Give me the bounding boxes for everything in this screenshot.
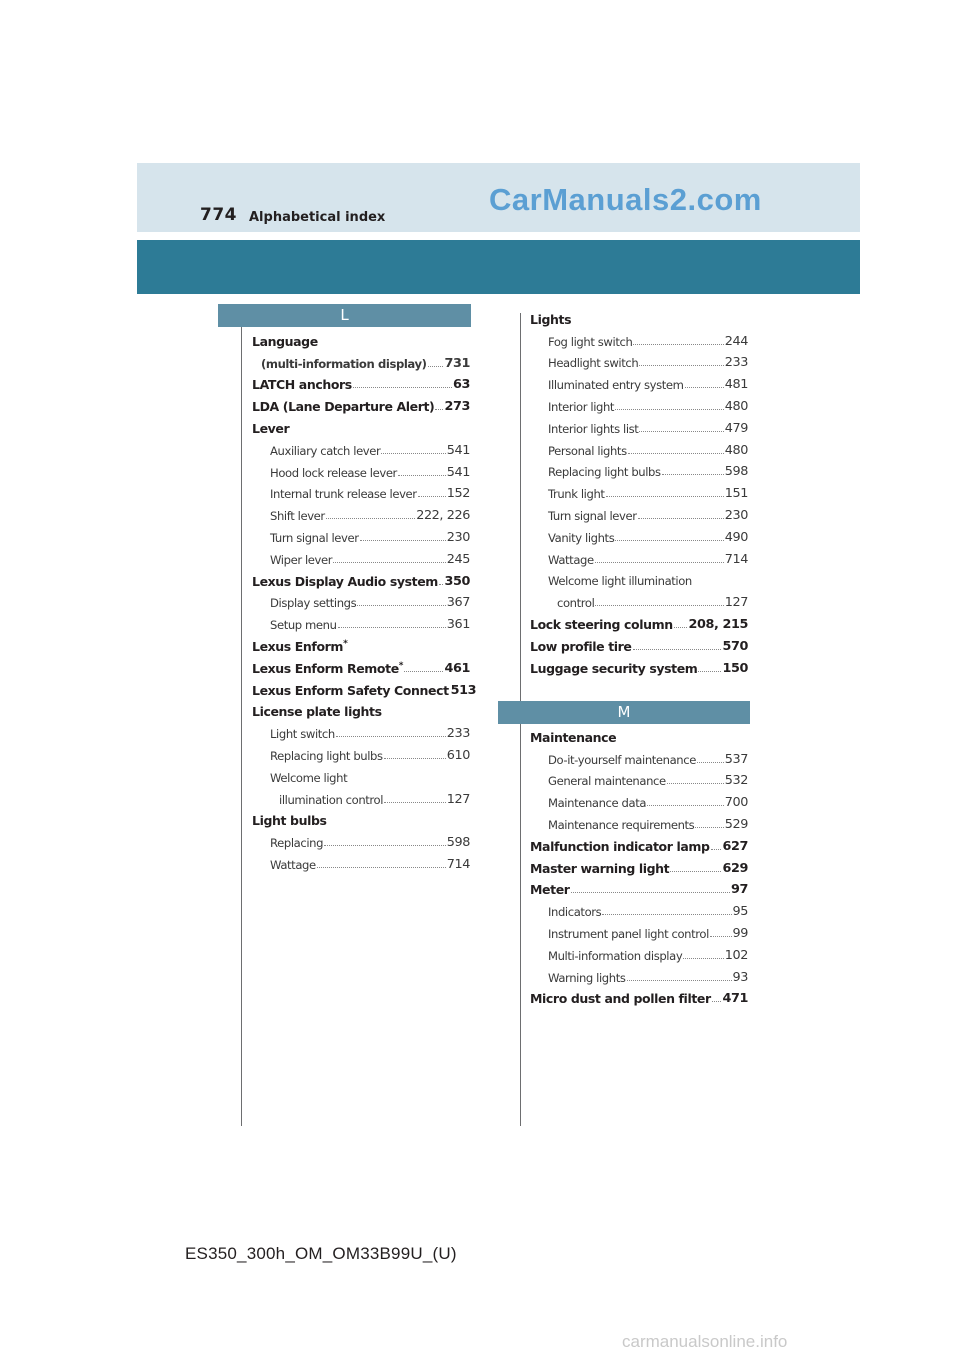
leader-dots (336, 735, 446, 737)
index-entry (252, 371, 470, 393)
leader-dots (381, 452, 445, 454)
leader-dots (360, 539, 446, 541)
entry-label: (multi-information display) (261, 356, 427, 371)
entry-page: 629 (722, 860, 748, 876)
entry-label: Master warning light (530, 860, 670, 876)
leader-dots (674, 626, 688, 628)
footer-watermark: carmanualsonline.info (622, 1332, 788, 1351)
entry-page: 245 (446, 551, 470, 567)
entry-page: 102 (724, 947, 748, 963)
section-title: Alphabetical index (249, 210, 386, 225)
index-entry (530, 854, 748, 876)
index-entry (252, 654, 470, 676)
entry-label: Light switch (270, 727, 335, 742)
entry-page: 714 (446, 856, 470, 872)
entry-page: 361 (446, 617, 470, 633)
index-entry (252, 763, 470, 785)
leader-dots (662, 473, 724, 475)
leader-dots (639, 364, 723, 366)
index-entry (530, 545, 748, 567)
entry-page: 529 (724, 816, 748, 832)
leader-dots (698, 670, 721, 672)
entry-page: 244 (724, 333, 748, 349)
entry-label: Wiper lever (270, 552, 333, 567)
entry-label: Multi-information display (548, 948, 683, 963)
entry-label: Replacing light bulbs (270, 748, 383, 763)
leader-dots (317, 866, 446, 868)
entry-label: Fog light switch (548, 334, 633, 349)
page-number: 774 (200, 205, 237, 225)
index-entry (530, 370, 748, 392)
index-entry (252, 436, 470, 458)
entry-label: Lock steering column (530, 616, 673, 632)
entry-page: 471 (722, 991, 748, 1007)
index-entry (530, 654, 748, 676)
leader-dots (647, 804, 724, 806)
column-divider-left (241, 304, 242, 1126)
leader-dots (353, 386, 452, 388)
index-entry (530, 897, 748, 919)
index-entry (530, 588, 748, 610)
index-entry (252, 785, 470, 807)
leader-dots (595, 561, 724, 563)
index-entry (530, 985, 748, 1007)
entry-label: LDA (Lane Departure Alert) (252, 399, 435, 415)
index-entry (252, 698, 470, 720)
index-letter-l: L (218, 304, 471, 327)
entry-page: 480 (724, 442, 748, 458)
leader-dots (710, 935, 732, 937)
entry-page: 490 (724, 529, 748, 545)
index-entry (252, 719, 470, 741)
entry-page: 537 (724, 751, 748, 767)
leader-dots (338, 626, 446, 628)
leader-dots (435, 408, 443, 410)
index-entry (530, 745, 748, 767)
entry-page: 513 (450, 682, 477, 698)
leader-dots (685, 386, 724, 388)
index-entry (252, 610, 470, 632)
entry-label: Turn signal lever (270, 530, 359, 545)
entry-page: 350 (444, 573, 470, 589)
watermark-logo: CarManuals2.com (489, 182, 762, 217)
entry-label: Low profile tire (530, 638, 632, 654)
leader-dots (324, 844, 446, 846)
entry-page: 481 (724, 377, 748, 393)
index-entry (252, 480, 470, 502)
entry-page: 150 (722, 660, 748, 676)
leader-dots (606, 495, 724, 497)
header-band-dark (137, 240, 860, 294)
index-entry (530, 610, 748, 632)
leader-dots (615, 539, 723, 541)
leader-dots (384, 757, 446, 759)
entry-label: Welcome light illumination (548, 574, 692, 589)
entry-page: 541 (446, 442, 470, 458)
entry-page: 598 (446, 835, 470, 851)
entry-label: Lexus Enform Remote* (252, 660, 404, 676)
entry-label: Trunk light (548, 487, 605, 502)
entry-page: 598 (724, 464, 748, 480)
index-entry (252, 458, 470, 480)
index-entry (252, 392, 470, 414)
index-entry (252, 741, 470, 763)
leader-dots (638, 517, 724, 519)
entry-page: 541 (446, 464, 470, 480)
index-entry (530, 392, 748, 414)
index-entry (530, 327, 748, 349)
index-entry (252, 589, 470, 611)
index-entry (530, 305, 748, 327)
index-entry (252, 850, 470, 872)
index-column-right-m (530, 723, 748, 1006)
entry-page: 230 (446, 529, 470, 545)
entry-label: Vanity lights (548, 530, 615, 545)
leader-dots (326, 517, 415, 519)
entry-label: Luggage security system (530, 660, 698, 676)
entry-page: 127 (724, 595, 748, 611)
leader-dots (695, 826, 723, 828)
index-column-left (252, 327, 477, 872)
leader-dots (384, 801, 446, 803)
entry-label: Wattage (270, 857, 316, 872)
leader-dots (633, 343, 723, 345)
entry-label: Interior light (548, 399, 615, 414)
entry-page: 230 (724, 507, 748, 523)
entry-page: 532 (724, 773, 748, 789)
entry-label: Instrument panel light control (548, 926, 709, 941)
entry-label: Welcome light (270, 770, 348, 785)
entry-page: 700 (724, 795, 748, 811)
entry-label: Auxiliary catch lever (270, 443, 381, 458)
entry-label: General maintenance (548, 774, 666, 789)
index-entry (252, 545, 470, 567)
entry-label: Turn signal lever (548, 508, 637, 523)
entry-label: Headlight switch (548, 356, 639, 371)
index-entry (252, 501, 470, 523)
entry-label: Meter (530, 882, 570, 898)
leader-dots (333, 561, 446, 563)
leader-dots (595, 604, 723, 606)
leader-dots (667, 782, 724, 784)
leader-dots (670, 870, 721, 872)
index-entry (252, 327, 470, 349)
leader-dots (571, 891, 730, 893)
entry-page: 233 (446, 726, 470, 742)
entry-page: 99 (732, 925, 748, 941)
leader-dots (639, 430, 723, 432)
entry-label: Maintenance (530, 729, 617, 745)
index-entry (530, 501, 748, 523)
entry-label: Wattage (548, 552, 594, 567)
entry-label: Malfunction indicator lamp (530, 838, 710, 854)
entry-page: 731 (444, 355, 470, 371)
entry-label: Do-it-yourself maintenance (548, 752, 696, 767)
leader-dots (712, 1000, 722, 1002)
entry-page: 570 (722, 638, 748, 654)
leader-dots (418, 495, 446, 497)
entry-label: Illuminated entry system (548, 378, 684, 393)
entry-label: Display settings (270, 596, 357, 611)
entry-page: 233 (724, 355, 748, 371)
entry-label: Personal lights (548, 443, 627, 458)
leader-dots (404, 670, 443, 672)
leader-dots (628, 452, 724, 454)
entry-page: 222, 226 (416, 508, 470, 524)
entry-label: Interior lights list (548, 421, 639, 436)
entry-label: Light bulbs (252, 813, 327, 829)
index-entry (530, 788, 748, 810)
entry-page: 714 (724, 551, 748, 567)
entry-label: Replacing light bulbs (548, 465, 661, 480)
leader-dots (633, 648, 722, 650)
leader-dots (711, 848, 722, 850)
entry-label: Maintenance requirements (548, 817, 695, 832)
entry-page: 63 (452, 377, 470, 393)
leader-dots (683, 957, 723, 959)
entry-page: 208, 215 (688, 616, 748, 632)
entry-page: 152 (446, 486, 470, 502)
index-entry (530, 414, 748, 436)
leader-dots (428, 365, 444, 367)
entry-label: Lights (530, 311, 572, 327)
leader-dots (697, 761, 724, 763)
entry-label: LATCH anchors (252, 377, 352, 393)
entry-page: 95 (732, 904, 748, 920)
entry-page: 480 (724, 398, 748, 414)
index-entry (530, 523, 748, 545)
entry-label: Internal trunk release lever (270, 487, 417, 502)
leader-dots (627, 979, 732, 981)
index-entry (530, 349, 748, 371)
entry-label: Lever (252, 420, 290, 436)
entry-page: 627 (722, 838, 748, 854)
index-entry (252, 523, 470, 545)
leader-dots (439, 583, 444, 585)
entry-label: Lexus Display Audio system (252, 573, 438, 589)
entry-page: 93 (732, 969, 748, 985)
index-entry (530, 458, 748, 480)
entry-page: 367 (446, 595, 470, 611)
leader-dots (398, 474, 446, 476)
index-entry (252, 349, 470, 371)
index-entry (530, 632, 748, 654)
document-code: ES350_300h_OM_OM33B99U_(U) (185, 1244, 457, 1263)
entry-page: 461 (444, 660, 470, 676)
index-entry (530, 567, 748, 589)
entry-page: 610 (446, 747, 470, 763)
entry-label: License plate lights (252, 704, 382, 720)
entry-label: Maintenance data (548, 796, 647, 811)
entry-label: Indicators (548, 905, 602, 920)
entry-label: control (557, 596, 595, 611)
entry-label: Micro dust and pollen filter (530, 991, 711, 1007)
index-entry (530, 723, 748, 745)
index-entry (530, 941, 748, 963)
entry-label: Lexus Enform* (252, 638, 348, 654)
entry-label: Shift lever (270, 509, 325, 524)
index-entry (530, 919, 748, 941)
entry-page: 273 (444, 399, 470, 415)
entry-label: Hood lock release lever (270, 465, 397, 480)
entry-page: 479 (724, 420, 748, 436)
index-entry (252, 632, 470, 654)
entry-label: Warning lights (548, 970, 626, 985)
index-letter-m: M (498, 701, 750, 724)
index-entry (530, 876, 748, 898)
entry-page: 127 (446, 791, 470, 807)
index-entry (252, 807, 470, 829)
index-entry (530, 436, 748, 458)
index-entry (530, 767, 748, 789)
index-entry (252, 414, 470, 436)
entry-label: Setup menu (270, 618, 337, 633)
index-entry (530, 810, 748, 832)
index-entry (530, 963, 748, 985)
leader-dots (602, 913, 731, 915)
entry-label: Lexus Enform Safety Connect (252, 682, 449, 698)
index-column-right-lights (530, 305, 748, 676)
index-entry (252, 828, 470, 850)
index-entry (252, 676, 477, 698)
index-entry (530, 832, 748, 854)
entry-label: Replacing (270, 836, 324, 851)
index-entry (530, 479, 748, 501)
leader-dots (615, 408, 724, 410)
entry-label: Language (252, 333, 318, 349)
entry-page: 97 (730, 882, 748, 898)
entry-label: illumination control (279, 792, 384, 807)
index-entry (252, 567, 470, 589)
leader-dots (357, 604, 446, 606)
entry-page: 151 (724, 486, 748, 502)
